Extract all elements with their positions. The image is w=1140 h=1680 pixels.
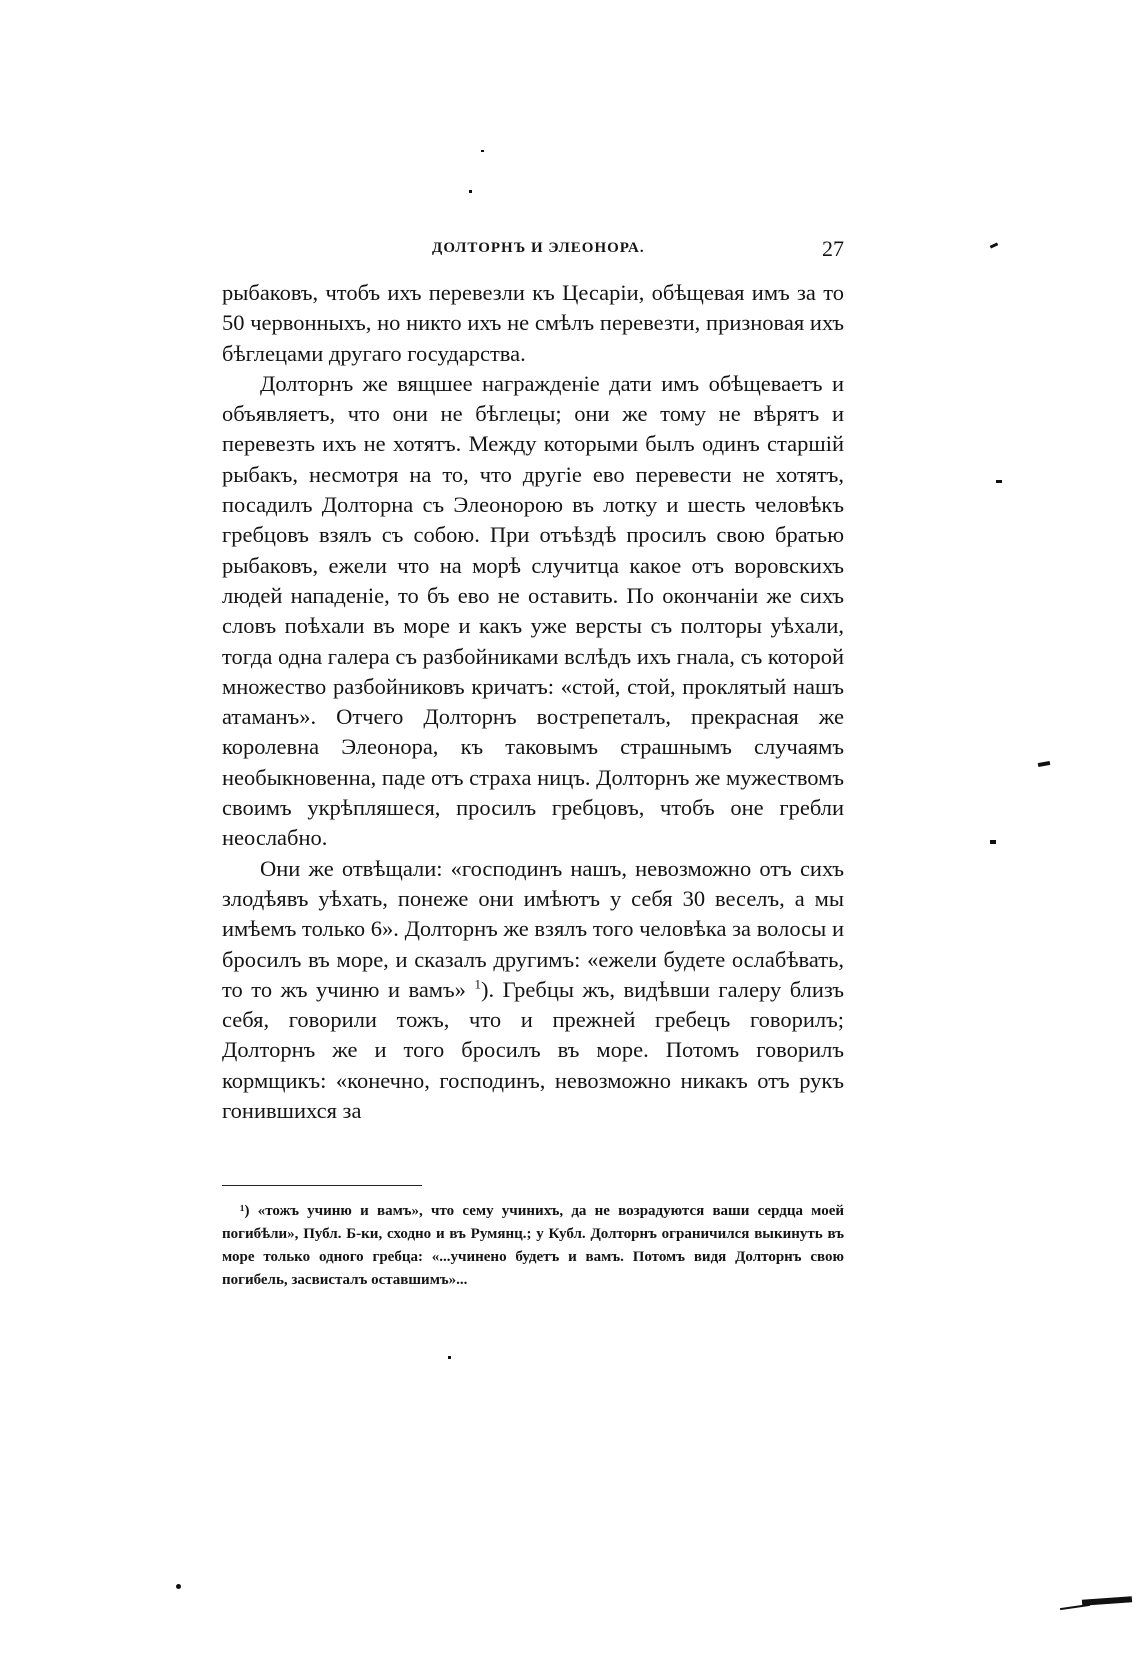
paragraph-3 bbox=[222, 854, 844, 1127]
scan-speck bbox=[990, 242, 999, 248]
scan-speck bbox=[1038, 761, 1051, 767]
scan-speck bbox=[1060, 1604, 1090, 1610]
scan-speck bbox=[469, 190, 472, 193]
body-text bbox=[222, 278, 844, 1126]
running-head bbox=[222, 236, 844, 266]
scan-speck bbox=[176, 1584, 181, 1589]
page-number: 27 bbox=[822, 236, 844, 261]
footnote-divider bbox=[222, 1185, 422, 1186]
paragraph-3-continuation: ). Гребцы жъ, видѣвши галеру близъ себя, говорили тожъ, что и прежней гребецъ говорилъ; Долторнъ же и того бросилъ въ море. Потомъ говорилъ кормщикъ: «конечно, господинъ, невозможно никакъ отъ рукъ гонившихся за bbox=[222, 976, 844, 1124]
paragraph-2: Долторнъ же вящшее награжденіе дати имъ обѣщеваетъ и объявляетъ, что они не бѣглецы; они же тому не вѣрятъ и перевезть ихъ не хотятъ. Между которыми былъ одинъ старшій рыбакъ, несмотря на то, что другіе ево перевести не хотятъ, посадилъ Долторна съ Элеонорою въ лотку и шесть человѣкъ гребцовъ взялъ съ собою. При отъѣздѣ просилъ свою братью рыбаковъ, ежели что на морѣ случитца какое отъ воровскихъ людей нападеніе, то бъ ево не оставить. По окончаніи же сихъ словъ поѣхали въ море и какъ уже версты съ полторы уѣхали, тогда одна галера съ разбойниками вслѣдъ ихъ гнала, съ которой множество разбойниковъ кричатъ: «стой, стой, проклятый нашъ атаманъ». Отчего Долторнъ вострепеталъ, прекрасная же королевна Элеонора, къ таковымъ страшнымъ случаямъ необыкновенна, паде отъ страха ницъ. Долторнъ же мужествомъ своимъ укрѣпляшеся, просилъ гребцовъ, чтобъ оне гребли неослабно. bbox=[222, 370, 844, 851]
scan-speck bbox=[481, 150, 484, 152]
footnote-reference[interactable]: 1 bbox=[474, 976, 481, 992]
scan-speck bbox=[990, 840, 996, 844]
footnote-text: «тожъ учиню и вамъ», что сему учинихъ, да не возрадуются ваши сердца моей погибѣли», Публ. Б-ки, сходно и въ Румянц.; у Кубл. Долторнъ ограничился выкинуть въ море только одного гребца: «...учинено будетъ и вамъ. Потомъ видя Долторнъ свою погибель, засвисталъ оставшимъ»... bbox=[222, 1203, 845, 1288]
footnote-marker: ¹) bbox=[240, 1203, 250, 1219]
scan-speck bbox=[996, 480, 1002, 483]
running-title: ДОЛТОРНЪ И ЭЛЕОНОРА. bbox=[432, 240, 645, 256]
paragraph-3-text: Они же отвѣщали: «господинъ нашъ, невозможно отъ сихъ злодѣявъ уѣхать, понеже они имѣютъ у себя 30 веселъ, а мы имѣемъ только 6». Долторнъ же взялъ того человѣка за волосы и бросилъ въ море, и сказалъ другимъ: «ежели будете ослабѣвать, то то жъ учиню и вамъ» bbox=[222, 855, 844, 1002]
scan-speck bbox=[448, 1356, 451, 1359]
paragraph-1: рыбаковъ, чтобъ ихъ перевезли къ Цесаріи, обѣщевая имъ за то 50 червонныхъ, но никто ихъ не смѣлъ перевезти, призновая ихъ бѣглецами другаго государства. bbox=[222, 280, 844, 366]
footnote bbox=[222, 1200, 844, 1292]
